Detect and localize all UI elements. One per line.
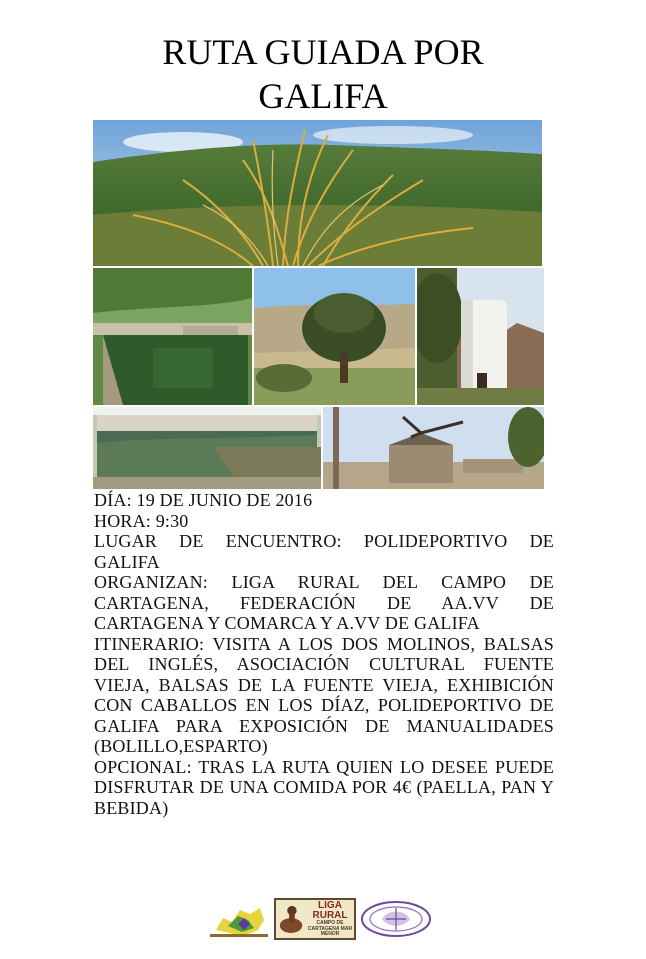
liga-rural-line1: LIGA: [318, 900, 342, 911]
event-date: DÍA: 19 DE JUNIO DE 2016: [94, 490, 313, 510]
liga-rural-logo: [274, 898, 356, 940]
white-windmill-tower-photo: [417, 268, 544, 405]
optional-meal: OPCIONAL: TRAS LA RUTA QUIEN LO DESEE PUEDE DISFRUTAR DE UNA COMIDA POR 4€ (PAELLA, PAN Y BEBIDA): [94, 756, 554, 818]
old-water-basin-photo: [93, 407, 321, 489]
page-title: [0, 30, 646, 118]
association-seal-logo: [360, 900, 432, 938]
water-reservoir-photo: [93, 268, 252, 405]
cypress-tree-photo: [254, 268, 415, 405]
esparto-hillside-photo: [93, 120, 542, 266]
title-line-2: GALIFA: [258, 76, 388, 116]
itinerary: ITINERARIO: VISITA A LOS DOS MOLINOS, BALSAS DEL INGLÉS, ASOCIACIÓN CULTURAL FUENTE VIEJA, BALSAS DE LA FUENTE VIEJA, EXHIBICIÓN CON CABALLOS EN LOS DÍAZ, POLIDEPORTIVO DE GALIFA PARA EXPOSICIÓN DE MANUALIDADES (BOLILLO,ESPARTO): [94, 633, 554, 756]
rider-icon: [277, 900, 305, 938]
event-time: HORA: 9:30: [94, 510, 189, 531]
liga-rural-sub: CAMPO DE CARTAGENA MAR MENOR: [307, 920, 353, 937]
federation-logo: [208, 900, 270, 940]
meeting-place: LUGAR DE ENCUENTRO: POLIDEPORTIVO DE GALIFA: [94, 531, 554, 572]
organizers: ORGANIZAN: LIGA RURAL DEL CAMPO DE CARTAGENA, FEDERACIÓN DE AA.VV DE CARTAGENA Y COMARCA Y A.VV DE GALIFA: [94, 572, 554, 633]
liga-rural-line2: RURAL: [312, 910, 348, 921]
stone-windmill-ruin-photo: [323, 407, 544, 489]
event-details: [94, 490, 554, 818]
title-line-1: RUTA GUIADA POR: [162, 32, 484, 72]
